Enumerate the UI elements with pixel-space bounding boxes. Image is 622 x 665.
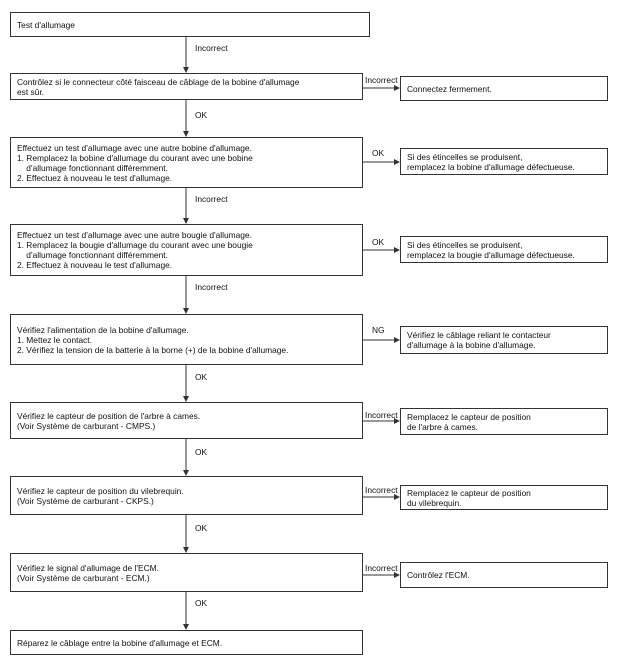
- side-box-capteur-cames: [400, 408, 608, 435]
- side-label: Incorrect: [365, 485, 398, 495]
- side-label: Incorrect: [365, 563, 398, 573]
- side-label: OK: [372, 237, 385, 247]
- step-box-alimentation: [10, 314, 363, 365]
- side-label: OK: [372, 148, 385, 158]
- step-text: Vérifiez le signal d'allumage de l'ECM. (Voir Système de carburant - ECM.): [17, 562, 159, 583]
- step-box-ckps: [10, 476, 363, 515]
- side-text: Si des étincelles se produisent, remplacez la bobine d'allumage défectueuse.: [407, 151, 575, 172]
- side-text: Contrôlez l'ECM.: [407, 570, 470, 580]
- side-text: Connectez fermement.: [407, 83, 492, 94]
- step-box-connecteur: [10, 73, 363, 100]
- down-label: OK: [195, 110, 208, 120]
- side-label: Incorrect: [365, 410, 398, 420]
- step-text: Vérifiez le capteur de position du vilebrequin. (Voir Système de carburant - CKPS.): [17, 485, 184, 506]
- side-text: Vérifiez le câblage reliant le contacteur d'allumage à la bobine d'allumage.: [407, 330, 551, 350]
- side-box-controlez-ecm: [400, 562, 608, 588]
- side-box-bobine-defectueuse: [400, 148, 608, 175]
- down-label: OK: [195, 372, 208, 382]
- step-text: Réparez le câblage entre la bobine d'allumage et ECM.: [17, 637, 223, 648]
- side-box-connectez: [400, 76, 608, 101]
- side-text: Remplacez le capteur de position du vilebrequin.: [407, 487, 531, 508]
- down-label: OK: [195, 598, 208, 608]
- down-label: Incorrect: [195, 43, 228, 53]
- step-box-test-bobine: [10, 137, 363, 188]
- down-label: OK: [195, 447, 208, 457]
- side-text: Si des étincelles se produisent, remplacez la bougie d'allumage défectueuse.: [407, 239, 575, 260]
- step-box-ecm: [10, 553, 363, 592]
- step-box-test-allumage: [10, 12, 370, 37]
- step-text: Vérifiez l'alimentation de la bobine d'allumage. 1. Mettez le contact. 2. Vérifiez la tension de la batterie à la borne (+) de la bobine d'allumage.: [17, 324, 289, 355]
- down-label: Incorrect: [195, 282, 228, 292]
- step-text: Effectuez un test d'allumage avec une autre bougie d'allumage. 1. Remplacez la bougie d'allumage du courant avec une bougie d'allumage fonctionnant différemment. 2. Effectuez à nouveau le test d'allumage.: [17, 230, 253, 270]
- side-label: NG: [372, 325, 385, 335]
- step-text: Effectuez un test d'allumage avec une autre bobine d'allumage. 1. Remplacez la bobine d'allumage du courant avec une bobine d'allumage fonctionnant différemment. 2. Effectuez à nouveau le test d'allumage.: [17, 142, 253, 183]
- side-box-capteur-vilebrequin: [400, 485, 608, 510]
- side-box-bougie-defectueuse: [400, 236, 608, 263]
- step-box-reparez: [10, 630, 363, 655]
- down-label: OK: [195, 523, 208, 533]
- side-text: Remplacez le capteur de position de l'arbre à cames.: [407, 411, 531, 432]
- step-box-test-bougie: [10, 224, 363, 276]
- side-label: Incorrect: [365, 75, 398, 85]
- step-text: Test d'allumage: [17, 19, 75, 30]
- step-text: Vérifiez le capteur de position de l'arbre à cames. (Voir Système de carburant - CMPS.): [17, 410, 201, 431]
- down-label: Incorrect: [195, 194, 228, 204]
- step-text: Contrôlez si le connecteur côté faisceau de câblage de la bobine d'allumage est sûr.: [17, 76, 300, 97]
- side-box-cablage-contacteur: [400, 326, 608, 354]
- step-box-cmps: [10, 402, 363, 439]
